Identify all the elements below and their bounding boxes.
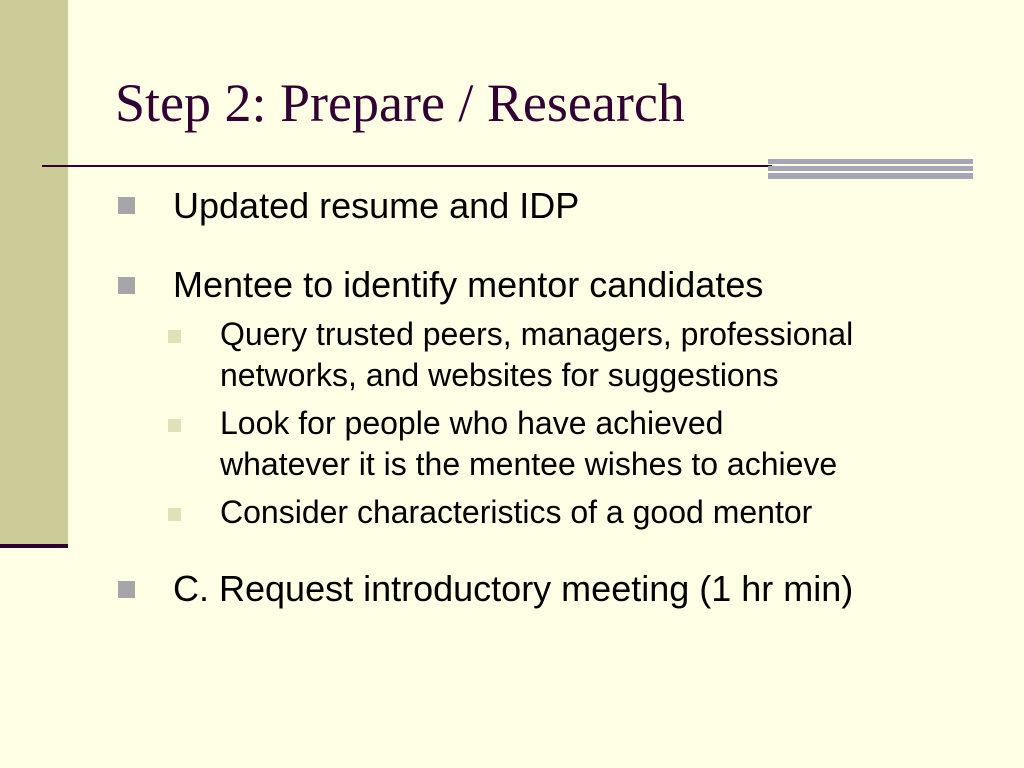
sub-bullet-text-line-1: Look for people who have achieved <box>220 405 724 441</box>
square-sub-bullet-icon <box>168 508 181 521</box>
sub-bullet-text-line-2: networks, and websites for suggestions <box>220 357 779 393</box>
square-bullet-icon <box>118 581 135 598</box>
square-sub-bullet-icon <box>168 330 181 343</box>
slide-title: Step 2: Prepare / Research <box>115 73 685 133</box>
bullet-text: Updated resume and IDP <box>173 185 580 226</box>
square-bullet-icon <box>118 277 135 294</box>
sub-bullet-text-line-1: Consider characteristics of a good mentor <box>220 494 813 530</box>
bullet-text: C. Request introductory meeting (1 hr min) <box>173 568 854 609</box>
sub-bullet-text-line-1: Query trusted peers, managers, professional <box>220 316 854 352</box>
bullet-text: Mentee to identify mentor candidates <box>173 264 764 305</box>
sub-bullet-text-line-2: whatever it is the mentee wishes to achieve <box>220 446 838 482</box>
square-sub-bullet-icon <box>168 419 181 432</box>
square-bullet-icon <box>118 197 135 214</box>
